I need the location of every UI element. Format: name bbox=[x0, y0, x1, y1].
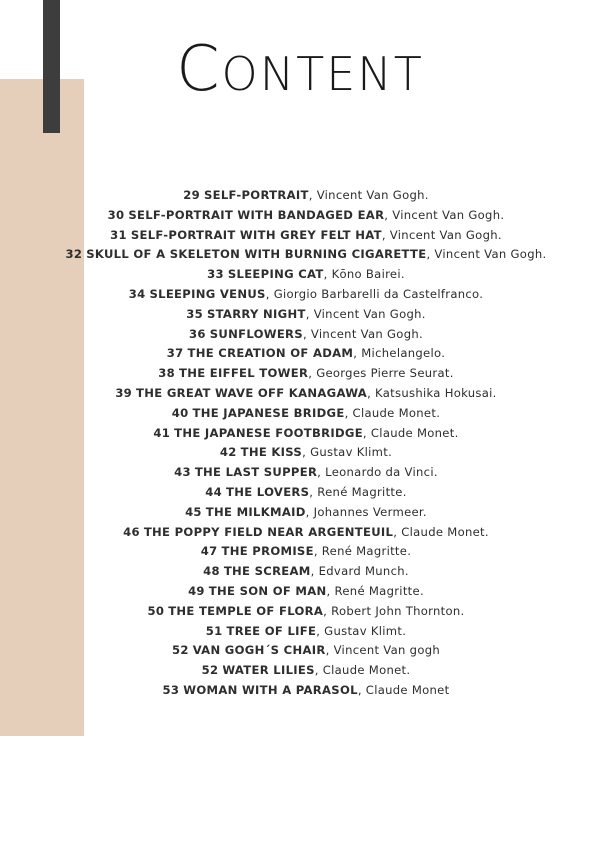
toc-entry: 40 THE JAPANESE BRIDGE, Claude Monet. bbox=[171, 405, 441, 420]
toc-artwork-title: SUNFLOWERS bbox=[209, 326, 303, 341]
toc-artwork-title: SELF-PORTRAIT WITH GREY FELT HAT bbox=[130, 227, 382, 242]
toc-entry: 50 THE TEMPLE OF FLORA, Robert John Thornton. bbox=[147, 603, 465, 618]
toc-page-number: 47 bbox=[200, 544, 218, 559]
toc-entry: 44 THE LOVERS, René Magritte. bbox=[205, 484, 407, 499]
toc-entry: 45 THE MILKMAID, Johannes Vermeer. bbox=[185, 504, 427, 519]
toc-artist-name: Robert John Thornton. bbox=[331, 603, 465, 618]
toc-page-number: 53 bbox=[162, 682, 180, 697]
toc-page-number: 51 bbox=[205, 623, 223, 638]
toc-artist-name: Vincent Van Gogh. bbox=[313, 306, 426, 321]
toc-entry: 41 THE JAPANESE FOOTBRIDGE, Claude Monet. bbox=[153, 425, 459, 440]
toc-page-number: 43 bbox=[174, 465, 191, 480]
toc-artist-name: Vincent Van Gogh. bbox=[316, 188, 429, 202]
toc-artist-name: Johannes Vermeer. bbox=[313, 504, 427, 519]
toc-page-number: 52 bbox=[201, 663, 219, 678]
toc-artwork-title: SLEEPING VENUS bbox=[149, 286, 266, 301]
toc-page-number: 46 bbox=[123, 524, 140, 539]
toc-entry: 34 SLEEPING VENUS, Giorgio Barbarelli da Castelfranco. bbox=[128, 286, 484, 301]
toc-page-number: 40 bbox=[171, 405, 189, 420]
toc-artist-name: Michelangelo. bbox=[361, 346, 446, 361]
toc-artwork-title: THE LOVERS bbox=[226, 484, 310, 499]
toc-entry: 43 THE LAST SUPPER, Leonardo da Vinci. bbox=[174, 465, 438, 480]
toc-page-number: 44 bbox=[205, 484, 223, 499]
toc-artwork-title: THE SON OF MAN bbox=[208, 583, 327, 598]
toc-artwork-title: SELF-PORTRAIT WITH BANDAGED EAR bbox=[128, 207, 385, 222]
toc-page-number: 37 bbox=[166, 346, 184, 361]
toc-entry: 42 THE KISS, Gustav Klimt. bbox=[219, 445, 393, 460]
toc-page-number: 33 bbox=[207, 267, 224, 282]
toc-page-number: 50 bbox=[147, 603, 165, 618]
toc-entry: 52 WATER LILIES, Claude Monet. bbox=[201, 663, 411, 678]
toc-artist-name: Vincent Van Gogh. bbox=[310, 326, 423, 341]
toc-entry: 53 WOMAN WITH A PARASOL, Claude Monet bbox=[162, 682, 450, 697]
toc-page-number: 31 bbox=[110, 227, 127, 242]
toc-artwork-title: SKULL OF A SKELETON WITH BURNING CIGARETTE bbox=[86, 247, 427, 262]
toc-entry: 49 THE SON OF MAN, René Magritte. bbox=[188, 583, 424, 598]
toc-entry: 33 SLEEPING CAT, Kōno Bairei. bbox=[207, 267, 405, 282]
table-of-contents bbox=[0, 186, 600, 701]
toc-artwork-title: VAN GOGH´S CHAIR bbox=[192, 643, 326, 658]
toc-artist-name: Gustav Klimt. bbox=[324, 623, 407, 638]
toc-entry: 32 SKULL OF A SKELETON WITH BURNING CIGARETTE, Vincent Van Gogh. bbox=[65, 247, 547, 262]
toc-page-number: 39 bbox=[115, 385, 133, 400]
toc-entry: 37 THE CREATION OF ADAM, Michelangelo. bbox=[166, 346, 446, 361]
toc-artwork-title: THE GREAT WAVE OFF KANAGAWA bbox=[136, 385, 368, 400]
toc-page-number: 38 bbox=[158, 366, 176, 381]
toc-artist-name: René Magritte. bbox=[321, 544, 412, 559]
toc-entry: 39 THE GREAT WAVE OFF KANAGAWA, Katsushika Hokusai. bbox=[115, 385, 497, 400]
toc-artist-name: Edvard Munch. bbox=[318, 564, 409, 579]
toc-artwork-title: THE KISS bbox=[240, 445, 303, 460]
toc-artist-name: Claude Monet. bbox=[370, 425, 459, 440]
toc-artist-name: Claude Monet. bbox=[401, 524, 489, 539]
toc-page-number: 52 bbox=[171, 643, 189, 658]
toc-artwork-title: SELF-PORTRAIT bbox=[203, 188, 309, 202]
toc-artist-name: Vincent Van Gogh. bbox=[389, 227, 502, 242]
toc-entry: 46 THE POPPY FIELD NEAR ARGENTEUIL, Claude Monet. bbox=[123, 524, 489, 539]
toc-entry: 35 STARRY NIGHT, Vincent Van Gogh. bbox=[186, 306, 426, 321]
toc-entry: 47 THE PROMISE, René Magritte. bbox=[200, 544, 412, 559]
toc-entry: 52 VAN GOGH´S CHAIR, Vincent Van gogh bbox=[171, 643, 441, 658]
toc-artist-name: Claude Monet. bbox=[322, 663, 411, 678]
toc-artwork-title: STARRY NIGHT bbox=[206, 306, 306, 321]
toc-page-number: 42 bbox=[219, 445, 237, 460]
toc-artwork-title: WATER LILIES bbox=[222, 663, 315, 678]
toc-page-number: 34 bbox=[128, 286, 146, 301]
toc-artist-name: René Magritte. bbox=[317, 484, 407, 499]
toc-entry: 48 THE SCREAM, Edvard Munch. bbox=[203, 564, 409, 579]
toc-artwork-title: THE EIFFEL TOWER bbox=[179, 366, 309, 381]
toc-artist-name: Claude Monet bbox=[365, 682, 450, 697]
toc-artwork-title: THE LAST SUPPER bbox=[194, 465, 318, 480]
toc-artist-name: Vincent Van Gogh. bbox=[392, 207, 505, 222]
toc-artwork-title: THE POPPY FIELD NEAR ARGENTEUIL bbox=[143, 524, 394, 539]
toc-page-number: 41 bbox=[153, 425, 171, 440]
toc-entry: 30 SELF-PORTRAIT WITH BANDAGED EAR, Vincent Van Gogh. bbox=[107, 207, 505, 222]
toc-page-number: 49 bbox=[188, 583, 205, 598]
toc-entry: 51 TREE OF LIFE, Gustav Klimt. bbox=[205, 623, 407, 638]
toc-page-number: 32 bbox=[65, 247, 83, 262]
toc-entry: 36 SUNFLOWERS, Vincent Van Gogh. bbox=[189, 326, 423, 341]
toc-artist-name: Vincent Van Gogh. bbox=[434, 247, 547, 262]
toc-page-number: 35 bbox=[186, 306, 203, 321]
toc-artwork-title: THE JAPANESE BRIDGE bbox=[192, 405, 345, 420]
toc-artist-name: Claude Monet. bbox=[352, 405, 441, 420]
toc-entry: 29 SELF-PORTRAIT, Vincent Van Gogh. bbox=[183, 188, 429, 202]
toc-page-number: 36 bbox=[189, 326, 206, 341]
toc-artwork-title: WOMAN WITH A PARASOL bbox=[183, 682, 358, 697]
page-title bbox=[0, 32, 600, 105]
toc-page-number: 48 bbox=[203, 564, 220, 579]
toc-artwork-title: THE CREATION OF ADAM bbox=[187, 346, 354, 361]
toc-artwork-title: TREE OF LIFE bbox=[226, 623, 317, 638]
toc-artwork-title: SLEEPING CAT bbox=[227, 267, 324, 282]
toc-artist-name: René Magritte. bbox=[334, 583, 424, 598]
toc-artwork-title: THE SCREAM bbox=[223, 564, 311, 579]
toc-page-number: 45 bbox=[185, 504, 202, 519]
toc-artist-name: Vincent Van gogh bbox=[333, 643, 441, 658]
page-title-text: CONTENT bbox=[176, 32, 424, 105]
toc-artist-name: Gustav Klimt. bbox=[310, 445, 393, 460]
toc-artist-name: Georges Pierre Seurat. bbox=[316, 366, 454, 381]
toc-artwork-title: THE PROMISE bbox=[221, 544, 314, 559]
toc-artwork-title: THE TEMPLE OF FLORA bbox=[168, 603, 324, 618]
toc-artist-name: Katsushika Hokusai. bbox=[375, 385, 497, 400]
toc-artwork-title: THE MILKMAID bbox=[205, 504, 306, 519]
toc-artist-name: Leonardo da Vinci. bbox=[325, 465, 438, 480]
toc-entry: 31 SELF-PORTRAIT WITH GREY FELT HAT, Vincent Van Gogh. bbox=[110, 227, 502, 242]
toc-page-number: 29 bbox=[183, 188, 200, 202]
toc-page-number: 30 bbox=[107, 207, 125, 222]
toc-artwork-title: THE JAPANESE FOOTBRIDGE bbox=[174, 425, 363, 440]
toc-artist-name: Giorgio Barbarelli da Castelfranco. bbox=[273, 286, 484, 301]
toc-entry: 38 THE EIFFEL TOWER, Georges Pierre Seurat. bbox=[158, 366, 454, 381]
toc-artist-name: Kōno Bairei. bbox=[331, 267, 405, 282]
